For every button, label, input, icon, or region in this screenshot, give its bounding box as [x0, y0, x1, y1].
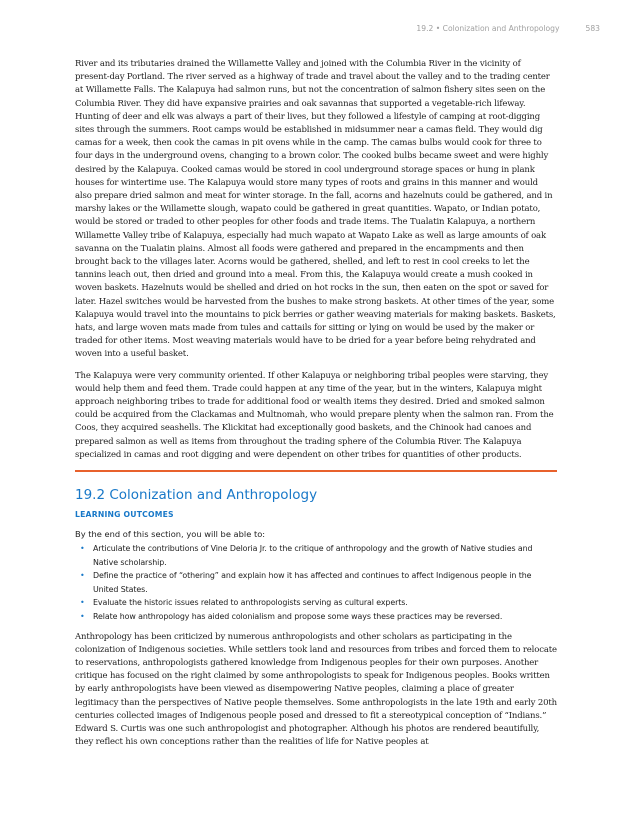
bullet-icon: • — [80, 571, 85, 581]
learning-outcome-text: Define the practice of “othering” and explain how it has affected and continues to affect Indigenous people in the United States. — [93, 571, 532, 594]
running-head — [416, 24, 600, 33]
bullet-icon: • — [80, 612, 85, 622]
learning-outcomes-list — [75, 542, 557, 624]
bullet-icon: • — [80, 544, 85, 554]
page-content — [75, 58, 557, 757]
body-paragraph: River and its tributaries drained the Willamette Valley and joined with the Columbia River in the vicinity of present-day Portland. The river served as a highway of trade and travel about the valley and to the trading center at Willamette Falls. The Kalapuya had salmon runs, but not the concentration of salmon fishery sites seen on the Columbia River. They did have expansive prairies and oak savannas that supported a vegetable-rich lifeway. Hunting of deer and elk was always a part of their lives, but they followed a lifestyle of camping at root-digging sites through the summers. Root camps would be established in midsummer near a camas field. They would dig camas for a week, then cook the camas in pit ovens while in the camp. The camas bulbs would cook for three to four days in the underground ovens, changing to a brown color. The cooked bulbs became sweet and were highly desired by the Kalapuya. Cooked camas would be stored in cool underground storage spaces or hung in plank houses for wintertime use. The Kalapuya would store many types of roots and grains in this manner and would also prepare dried salmon and meat for winter storage. In the fall, acorns and hazelnuts could be gathered, and in marshy lakes or the Willamette slough, wapato could be gathered in great quantities. Wapato, or Indian potato, would be stored or traded to other peoples for other foods and trade items. The Tualatin Kalapuya, a northern Willamette Valley tribe of Kalapuya, especially had much wapato at Wapato Lake as well as large amounts of oak savanna on the Tualatin plains. Almost all foods were gathered and prepared in the encampments and then brought back to the villages later. Acorns would be gathered, shelled, and left to rest in cool creeks to let the tannins leach out, then dried and ground into a meal. From this, the Kalapuya would create a mush cooked in woven baskets. Hazelnuts would be shelled and dried on hot rocks in the sun, then eaten on the spot or saved for later. Hazel switches would be harvested from the bushes to make strong baskets. At other times of the year, some Kalapuya would travel into the mountains to pick berries or gather weaving materials for making baskets. Baskets, hats, and large woven mats made from tules and cattails for sitting or lying on would be used by the maker or traded for other items. Most weaving materials would have to be dried for a year before being rehydrated and woven into a useful basket. — [75, 59, 556, 360]
learning-outcomes-intro: By the end of this section, you will be able to: — [75, 529, 266, 540]
page-number: 583 — [585, 24, 600, 33]
learning-outcome-text: Relate how anthropology has aided colonialism and propose some ways these practices may be reversed. — [93, 612, 503, 622]
learning-outcome-text: Articulate the contributions of Vine Deloria Jr. to the critique of anthropology and the growth of Native studies and Native scholarship. — [93, 544, 533, 567]
bullet-icon: • — [80, 598, 85, 608]
section-title: 19.2 Colonization and Anthropology — [75, 487, 318, 504]
learning-outcome-text: Evaluate the historic issues related to anthropologists serving as cultural experts. — [93, 598, 408, 608]
learning-outcome-item — [75, 596, 557, 610]
running-head-section: 19.2 • Colonization and Anthropology — [416, 24, 560, 33]
body-paragraph: The Kalapuya were very community oriented. If other Kalapuya or neighboring tribal peoples were starving, they would help them and feed them. Trade could happen at any time of the year, but in the winters, Kalapuya might approach neighboring tribes to trade for additional food or wealth items they desired. Dried and smoked salmon could be acquired from the Clackamas and Multnomah, who would prepare plenty when the salmon ran. From the Coos, they acquired seashells. The Klickitat had exceptionally good baskets, and the Chinook had canoes and prepared salmon as well as items from throughout the trading sphere of the Columbia River. The Kalapuya specialized in camas and root digging and were dependent on other tribes for quantities of other products. — [75, 370, 554, 460]
learning-outcome-item — [75, 569, 557, 596]
body-paragraph: Anthropology has been criticized by numerous anthropologists and other scholars as participating in the colonization of Indigenous societies. While settlers took land and resources from tribes and forced them to relocate to reservations, anthropologists gathered knowledge from Indigenous peoples for their own purposes. Another critique has focused on the right claimed by some anthropologists to speak for Indigenous peoples. Books written by early anthropologists have been viewed as disempowering Native peoples, claiming a place of greater legitimacy than the perspectives of Native people themselves. Some anthropologists in the late 19th and early 20th centuries collected images of Indigenous people posed and dressed to fit a stereotypical conception of “Indians.” Edward S. Curtis was one such anthropologist and photographer. Although his photos are rendered beautifully, they reflect his own conceptions rather than the realities of life for Native peoples at — [75, 631, 557, 748]
section-divider — [75, 470, 557, 472]
learning-outcome-item — [75, 542, 557, 569]
learning-outcomes-heading: LEARNING OUTCOMES — [75, 510, 174, 520]
learning-outcome-item — [75, 610, 557, 624]
